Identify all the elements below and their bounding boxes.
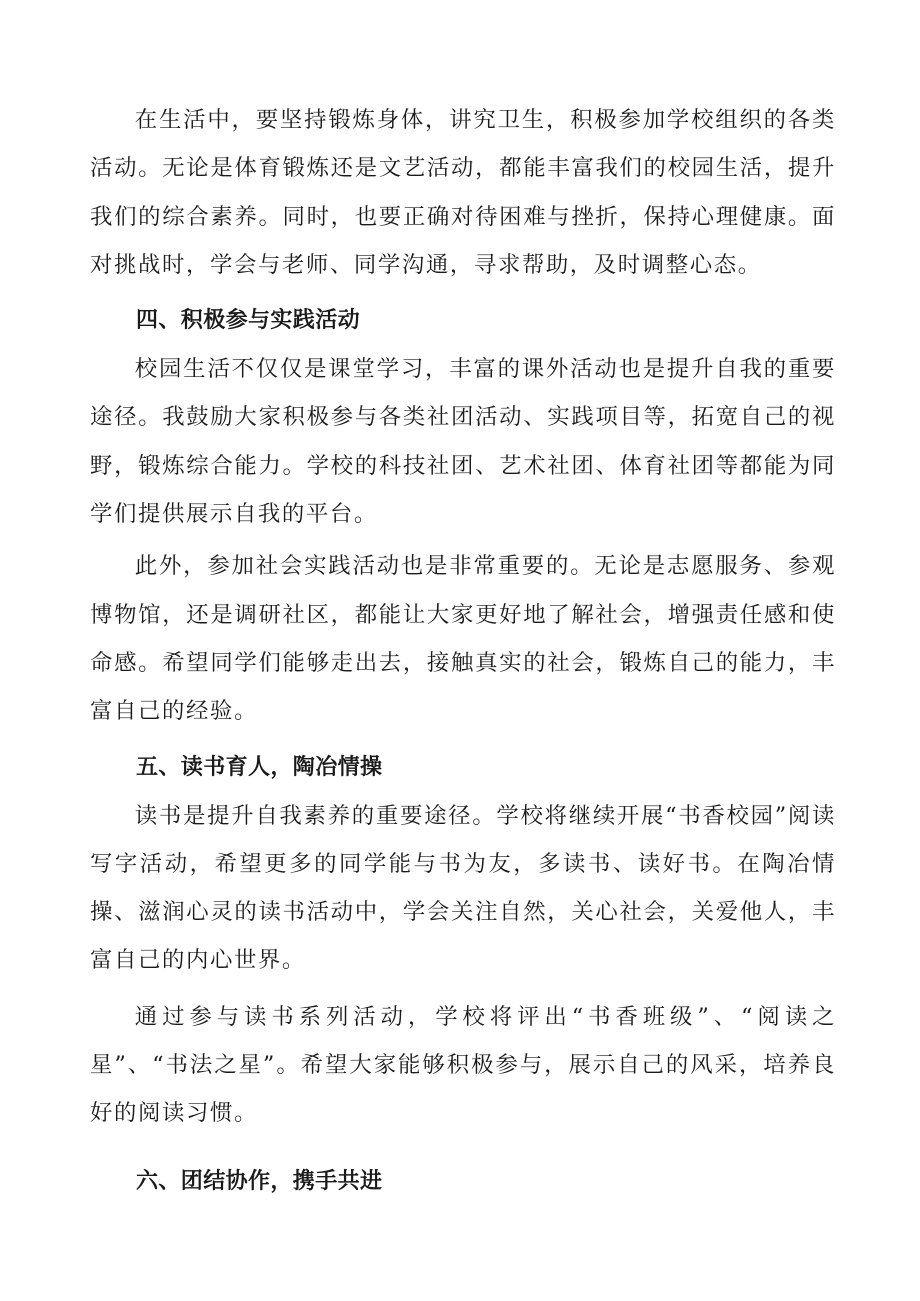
body-paragraph: 通过参与读书系列活动，学校将评出“书香班级”、“阅读之星”、“书法之星”。希望大家能够积极参与，展示自己的风采，培养良好的阅读习惯。 [90, 1003, 836, 1127]
body-paragraph: 在生活中，要坚持锻炼身体，讲究卫生，积极参加学校组织的各类活动。无论是体育锻炼还是文艺活动，都能丰富我们的校园生活，提升我们的综合素养。同时，也要正确对待困难与挫折，保持心理健康。面对挑战时，学会与老师、同学沟通，寻求帮助，及时调整心态。 [90, 107, 836, 278]
body-paragraph: 读书是提升自我素养的重要途径。学校将继续开展“书香校园”阅读写字活动，希望更多的同学能与书为友，多读书、读好书。在陶冶情操、滋润心灵的读书活动中，学会关注自然，关心社会，关爱他人，丰富自己的内心世界。 [90, 802, 836, 974]
section-heading-6: 六、团结协作，携手共进 [136, 1168, 383, 1194]
section-heading-5: 五、读书育人，陶冶情操 [136, 754, 383, 780]
section-heading-4: 四、积极参与实践活动 [136, 308, 361, 334]
body-paragraph: 校园生活不仅仅是课堂学习，丰富的课外活动也是提升自我的重要途径。我鼓励大家积极参与各类社团活动、实践项目等，拓宽自己的视野，锻炼综合能力。学校的科技社团、艺术社团、体育社团等都能为同学们提供展示自我的平台。 [90, 356, 836, 528]
document-page [90, 96, 836, 1206]
body-paragraph: 此外，参加社会实践活动也是非常重要的。无论是志愿服务、参观博物馆，还是调研社区，都能让大家更好地了解社会，增强责任感和使命感。希望同学们能够走出去，接触真实的社会，锻炼自己的能力，丰富自己的经验。 [90, 553, 836, 725]
